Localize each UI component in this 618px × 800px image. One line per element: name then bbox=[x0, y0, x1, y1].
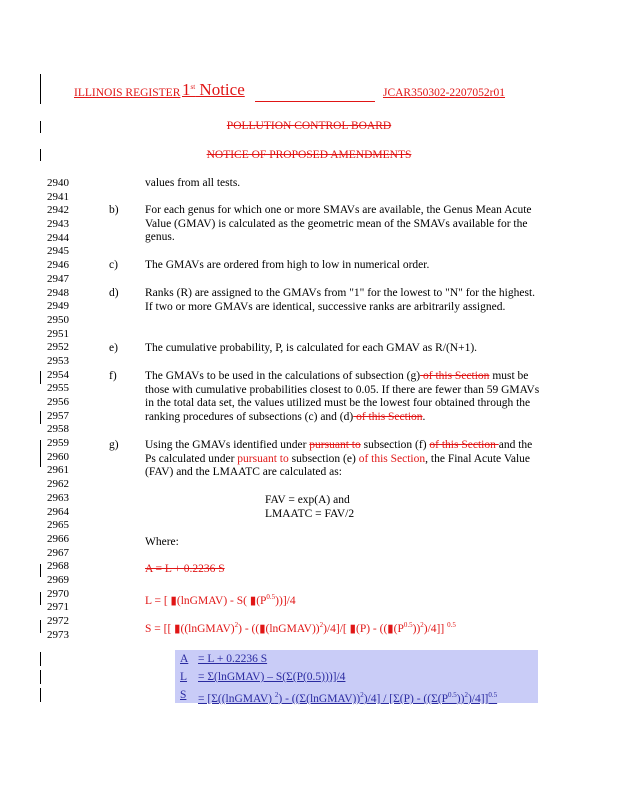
line-number: 2966 bbox=[47, 532, 69, 545]
definition-l bbox=[180, 670, 346, 685]
fav-equation: FAV = exp(A) and bbox=[265, 494, 350, 506]
sum-glyph-icon: ▮ bbox=[249, 595, 257, 607]
line-number: 2942 bbox=[47, 204, 69, 217]
change-bar bbox=[40, 440, 41, 467]
s-def-part: ) - ((Σ(lnGMAV)) bbox=[278, 693, 361, 705]
notice-title: NOTICE OF PROPOSED AMENDMENTS bbox=[206, 149, 412, 161]
lmaatc-equation: LMAATC = FAV/2 bbox=[265, 508, 355, 520]
notice-ordinal: st bbox=[190, 83, 196, 91]
s-part: )/4]] bbox=[423, 623, 448, 635]
sum-glyph-icon: ▮ bbox=[387, 623, 394, 635]
notice-label bbox=[182, 80, 245, 100]
s-exponent: 2 bbox=[319, 621, 324, 629]
f-text-b: must be those with cumulative probabilities closest to 0.05. If there are fewer than 59 GMAVs in the total data set, the values utilized must be the lowest four obtained through the ranking procedures of subsections (c) and (d) bbox=[145, 370, 540, 424]
s-part: ((lnGMAV) bbox=[180, 623, 235, 635]
s-def-exponent: 0.5 bbox=[488, 691, 498, 699]
change-bar bbox=[40, 652, 41, 666]
s-part: (P) - (( bbox=[355, 623, 388, 635]
agency-title: POLLUTION CONTROL BOARD bbox=[226, 120, 392, 132]
sum-glyph-icon: ▮ bbox=[174, 623, 181, 635]
label-f: f) bbox=[109, 370, 117, 382]
label-c: c) bbox=[109, 259, 118, 271]
change-bar bbox=[40, 592, 41, 605]
label-g: g) bbox=[109, 439, 119, 451]
s-def-part: )/4]] bbox=[467, 693, 489, 705]
s-def-part: = [Σ((lnGMAV) bbox=[198, 693, 275, 705]
line-number: 2941 bbox=[47, 190, 69, 203]
definition-text bbox=[198, 688, 497, 707]
change-bar bbox=[40, 74, 41, 104]
line-number: 2949 bbox=[47, 300, 69, 313]
line-number: 2961 bbox=[47, 464, 69, 477]
line-number: 2967 bbox=[47, 546, 69, 559]
line-number: 2951 bbox=[47, 327, 69, 340]
change-bar bbox=[40, 670, 41, 684]
s-def-exponent: 2 bbox=[360, 691, 364, 699]
line-number: 2964 bbox=[47, 505, 69, 518]
definition-var: L bbox=[180, 671, 188, 683]
s-part: )/4]/[ bbox=[323, 623, 350, 635]
g-text-c: and the Ps calculated under bbox=[145, 439, 533, 465]
para-b: For each genus for which one or more SMAVs are available, the Genus Mean Acute Value (GMAV) is calculated as the geometric mean of the SMAVs available for the genus. bbox=[145, 204, 532, 244]
line-number: 2943 bbox=[47, 218, 69, 231]
line-number: 2959 bbox=[47, 437, 69, 450]
s-equation bbox=[145, 619, 575, 637]
sum-glyph-icon: ▮ bbox=[349, 623, 356, 635]
line-number: 2948 bbox=[47, 286, 69, 299]
g-text-d: subsection (e) bbox=[288, 452, 359, 465]
line-2940: values from all tests. bbox=[145, 177, 241, 189]
sum-glyph-icon: ▮ bbox=[259, 623, 266, 635]
header-rule bbox=[255, 101, 375, 102]
l-part: L = [ bbox=[145, 595, 171, 607]
line-number: 2973 bbox=[47, 628, 69, 641]
para-d: Ranks (R) are assigned to the GMAVs from "1" for the lowest to "N" for the highest. If two or more GMAVs are identical, successive ranks are arbitrarily assigned. bbox=[145, 287, 536, 313]
change-bar bbox=[40, 411, 41, 424]
line-number: 2954 bbox=[47, 368, 69, 381]
line-number: 2956 bbox=[47, 396, 69, 408]
s-exponent: 2 bbox=[420, 621, 424, 629]
line-number: 2944 bbox=[47, 231, 69, 244]
g-text-e: , the Final Acute Value (FAV) and the LMAATC are calculated as: bbox=[145, 452, 531, 479]
para-f bbox=[145, 370, 545, 425]
change-bar bbox=[40, 564, 41, 577]
line-number: 2950 bbox=[47, 313, 69, 326]
l-equation bbox=[145, 591, 545, 609]
label-d: d) bbox=[109, 287, 119, 299]
line-number: 2940 bbox=[47, 177, 69, 189]
change-bar bbox=[40, 371, 41, 384]
s-part: (P bbox=[393, 623, 404, 635]
label-b: b) bbox=[109, 204, 119, 216]
line-number: 2962 bbox=[47, 478, 69, 491]
label-e: e) bbox=[109, 342, 118, 354]
s-def-exponent: 2 bbox=[274, 691, 279, 699]
s-def-exponent: 2 bbox=[464, 691, 468, 699]
s-def-part: )) bbox=[456, 693, 465, 705]
line-number: 2969 bbox=[47, 573, 69, 586]
line-number: 2946 bbox=[47, 259, 69, 272]
f-text-a: The GMAVs to be used in the calculations of subsection (g) bbox=[145, 370, 421, 382]
l-part: ))]/4 bbox=[275, 595, 296, 607]
jcar-id: JCAR350302-2207052r01 bbox=[382, 87, 505, 99]
line-numbers bbox=[47, 177, 69, 642]
para-e: The cumulative probability, P, is calculated for each GMAV as R/(N+1). bbox=[145, 342, 478, 354]
notice-number: 1 bbox=[182, 80, 191, 99]
s-exponent: 0.5 bbox=[403, 621, 413, 629]
s-def-part: )/4] / [Σ(P) - ((Σ(P bbox=[363, 693, 449, 705]
para-g bbox=[145, 439, 545, 480]
s-part: )) bbox=[412, 623, 421, 635]
definition-a bbox=[180, 652, 268, 667]
f-strike-2: of this Section bbox=[353, 411, 423, 424]
s-def-exponent: 0.5 bbox=[448, 691, 457, 699]
s-exponent: 0.5 bbox=[447, 621, 456, 629]
l-part: (lnGMAV) - S( bbox=[176, 595, 250, 607]
line-number: 2970 bbox=[47, 587, 69, 600]
s-part: S = [[ bbox=[145, 623, 175, 635]
where-label: Where: bbox=[145, 536, 179, 548]
s-part: ) - (( bbox=[238, 623, 260, 635]
line-number: 2972 bbox=[47, 615, 69, 627]
register-title: ILLINOIS REGISTER bbox=[74, 87, 181, 99]
line-number: 2960 bbox=[47, 450, 69, 463]
s-part: (lnGMAV)) bbox=[265, 623, 320, 635]
line-number: 2965 bbox=[47, 519, 69, 532]
line-number: 2952 bbox=[47, 341, 69, 354]
change-bar bbox=[40, 688, 41, 702]
deleted-a-equation: A = L + 0.2236 S bbox=[145, 563, 225, 575]
notice-word: Notice bbox=[195, 80, 245, 99]
l-exponent: 0.5 bbox=[266, 593, 276, 601]
definition-var: S bbox=[180, 689, 187, 701]
change-bar bbox=[40, 620, 41, 633]
g-text-a: Using the GMAVs identified under bbox=[145, 439, 310, 451]
definition-var: A bbox=[180, 653, 189, 665]
line-number: 2945 bbox=[47, 245, 69, 258]
line-number: 2968 bbox=[47, 560, 69, 573]
line-number: 2957 bbox=[47, 409, 69, 422]
g-text-b: subsection (f) bbox=[360, 439, 430, 451]
definition-text: = Σ(lnGMAV) – S(Σ(P(0.5)))]/4 bbox=[198, 671, 346, 683]
line-number: 2953 bbox=[47, 354, 69, 367]
g-strike-1: pursuant to bbox=[309, 439, 361, 451]
f-strike: of this Section bbox=[420, 370, 490, 382]
para-c: The GMAVs are ordered from high to low in numerical order. bbox=[145, 259, 430, 271]
line-number: 2971 bbox=[47, 601, 69, 614]
g-strike-2: of this Section bbox=[429, 439, 499, 451]
g-red-2: of this Section bbox=[358, 452, 426, 465]
f-text-c: . bbox=[422, 411, 426, 424]
sum-glyph-icon: ▮ bbox=[170, 595, 177, 607]
line-number: 2958 bbox=[47, 423, 69, 436]
line-number: 2955 bbox=[47, 382, 69, 395]
g-red-1: pursuant to bbox=[237, 452, 289, 465]
s-exponent: 2 bbox=[234, 621, 239, 629]
l-part: (P bbox=[256, 595, 267, 607]
definition-text: = L + 0.2236 S bbox=[198, 653, 268, 665]
line-number: 2963 bbox=[47, 491, 69, 504]
line-number: 2947 bbox=[47, 272, 69, 285]
